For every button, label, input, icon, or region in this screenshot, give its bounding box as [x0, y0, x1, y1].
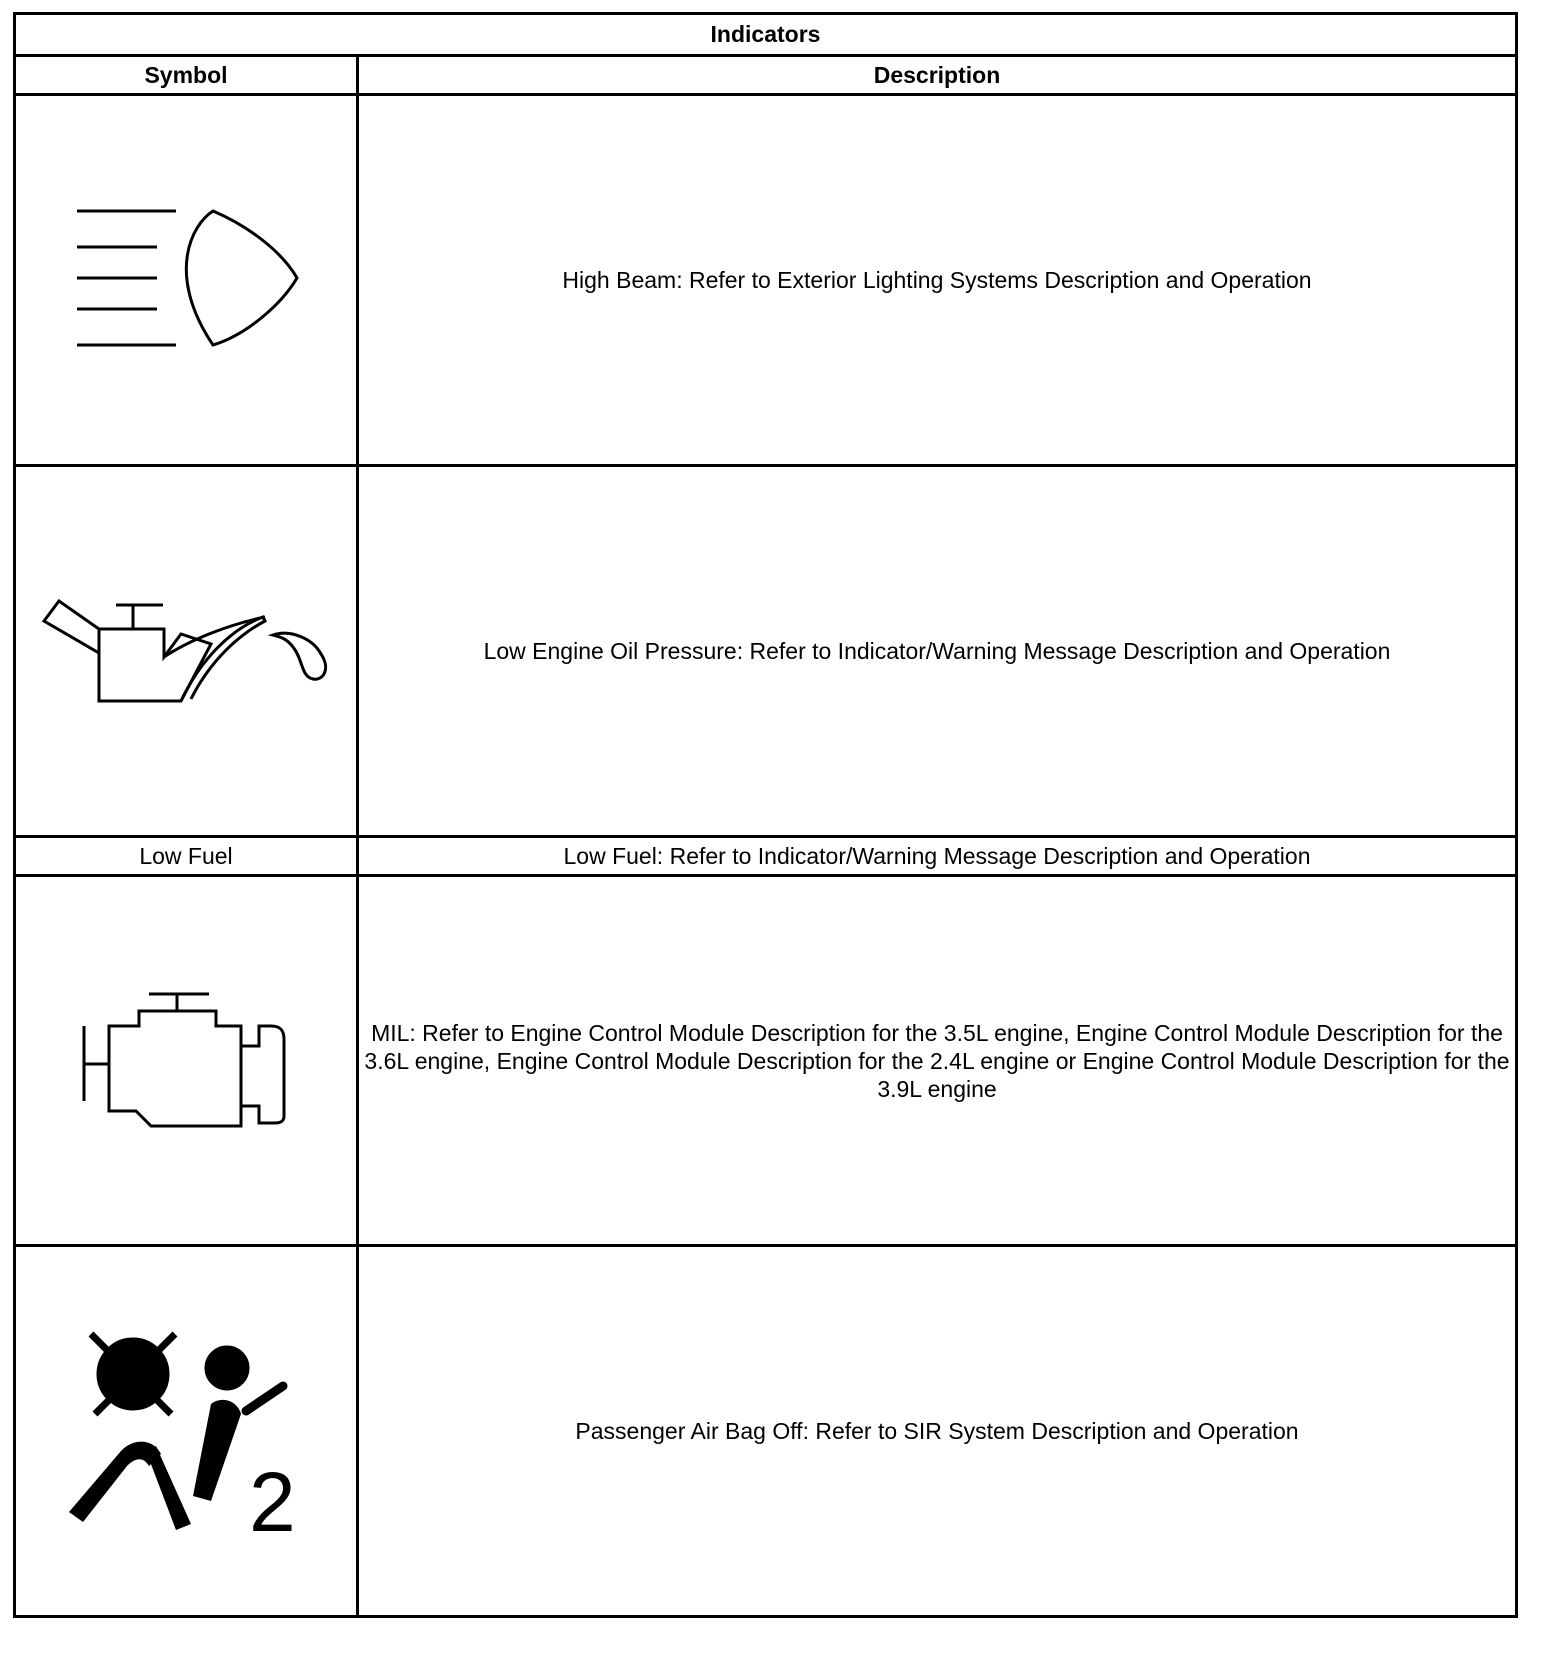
table-row	[15, 1246, 1517, 1617]
symbol-column-header: Symbol	[15, 56, 358, 95]
oil-can-icon	[41, 599, 331, 704]
high-beam-icon	[71, 205, 301, 355]
symbol-cell	[15, 1246, 358, 1617]
table-row	[15, 876, 1517, 1246]
symbol-text-cell: Low Fuel	[15, 837, 358, 876]
symbol-cell	[15, 876, 358, 1246]
indicators-table	[13, 12, 1518, 1618]
description-cell: Low Fuel: Refer to Indicator/Warning Message Description and Operation	[358, 837, 1517, 876]
description-cell: High Beam: Refer to Exterior Lighting Systems Description and Operation	[358, 95, 1517, 466]
engine-icon	[81, 991, 291, 1131]
symbol-cell	[15, 466, 358, 837]
description-cell: MIL: Refer to Engine Control Module Description for the 3.5L engine, Engine Control Module Description for the 3.6L engine, Engine Control Module Description for the 2.4L engine or Engine Control Module Description for the 3.9L engine	[358, 876, 1517, 1246]
table-row	[15, 837, 1517, 876]
table-title: Indicators	[15, 14, 1517, 56]
symbol-cell	[15, 95, 358, 466]
description-column-header: Description	[358, 56, 1517, 95]
airbag-icon-label: 2	[249, 1455, 296, 1536]
table-row	[15, 95, 1517, 466]
description-cell: Passenger Air Bag Off: Refer to SIR System Description and Operation	[358, 1246, 1517, 1617]
description-cell: Low Engine Oil Pressure: Refer to Indicator/Warning Message Description and Operation	[358, 466, 1517, 837]
table-row	[15, 466, 1517, 837]
passenger-airbag-off-icon	[61, 1326, 311, 1536]
